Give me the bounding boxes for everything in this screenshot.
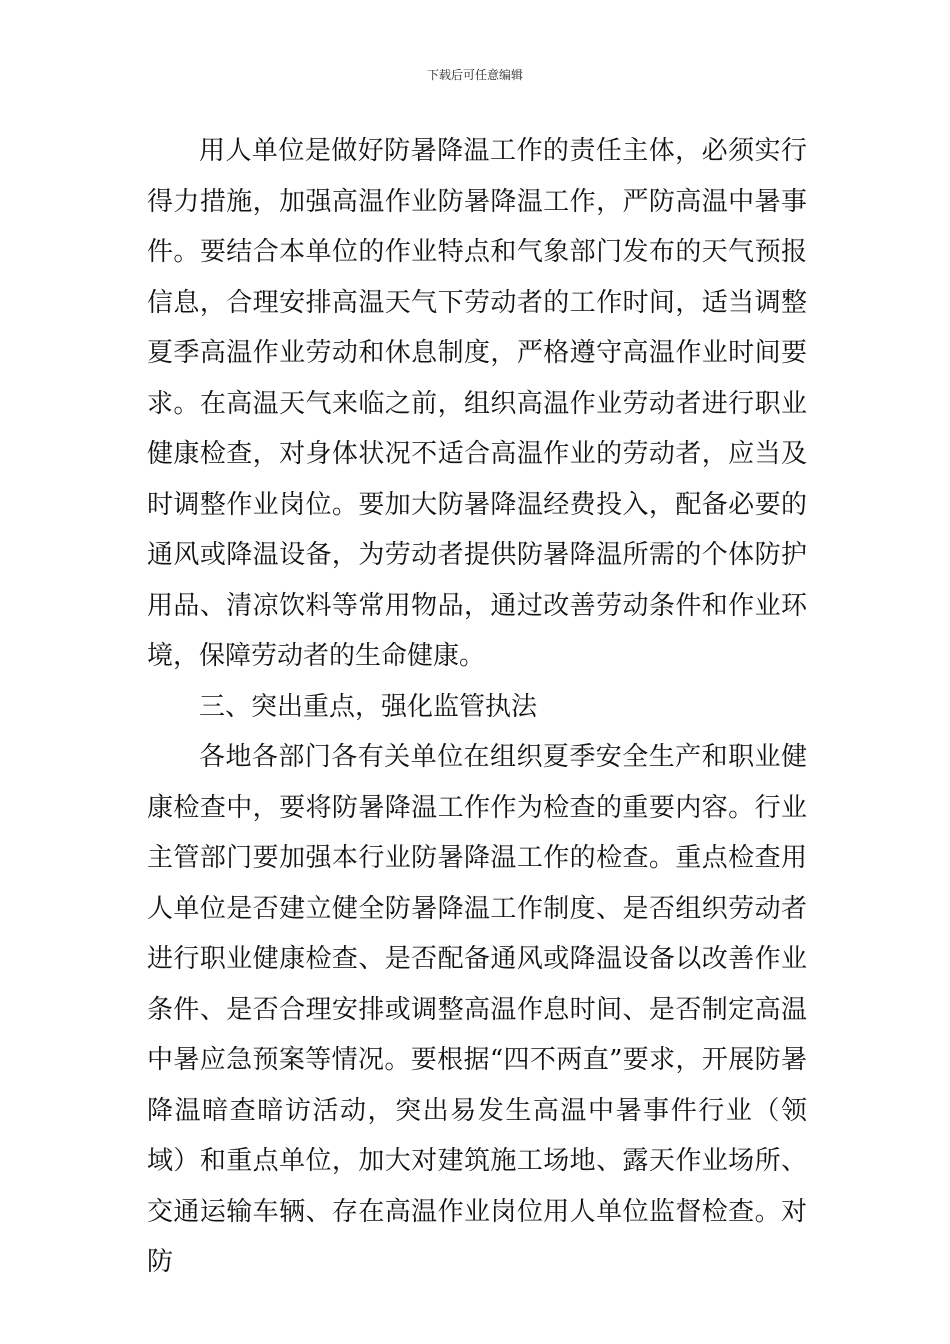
- paragraph-supervision-inspection: 各地各部门各有关单位在组织夏季安全生产和职业健康检查中，要将防暑降温工作作为检查的重要内容。行业主管部门要加强本行业防暑降温工作的检查。重点检查用人单位是否建立健全防暑降温工作制度、是否组织劳动者进行职业健康检查、是否配备通风或降温设备以改善作业条件、是否合理安排或调整高温作息时间、是否制定高温中暑应急预案等情况。要根据“四不两直”要求，开展防暑降温暗查暗访活动，突出易发生高温中暑事件行业（领域）和重点单位，加大对建筑施工场地、露天作业场所、交通运输车辆、存在高温作业岗位用人单位监督检查。对防: [147, 742, 807, 1277]
- document-body: [147, 126, 807, 1288]
- section-heading-3: 三、突出重点，强化监管执法: [199, 691, 538, 722]
- page-header: 下载后可任意编辑: [426, 68, 523, 82]
- paragraph-employer-responsibility: 用人单位是做好防暑降温工作的责任主体，必须实行得力措施，加强高温作业防暑降温工作，严防高温中暑事件。要结合本单位的作业特点和气象部门发布的天气预报信息，合理安排高温天气下劳动者的工作时间，适当调整夏季高温作业劳动和休息制度，严格遵守高温作业时间要求。在高温天气来临之前，组织高温作业劳动者进行职业健康检查，对身体状况不适合高温作业的劳动者，应当及时调整作业岗位。要加大防暑降温经费投入，配备必要的通风或降温设备，为劳动者提供防暑降温所需的个体防护用品、清凉饮料等常用物品，通过改善劳动条件和作业环境，保障劳动者的生命健康。: [147, 136, 807, 671]
